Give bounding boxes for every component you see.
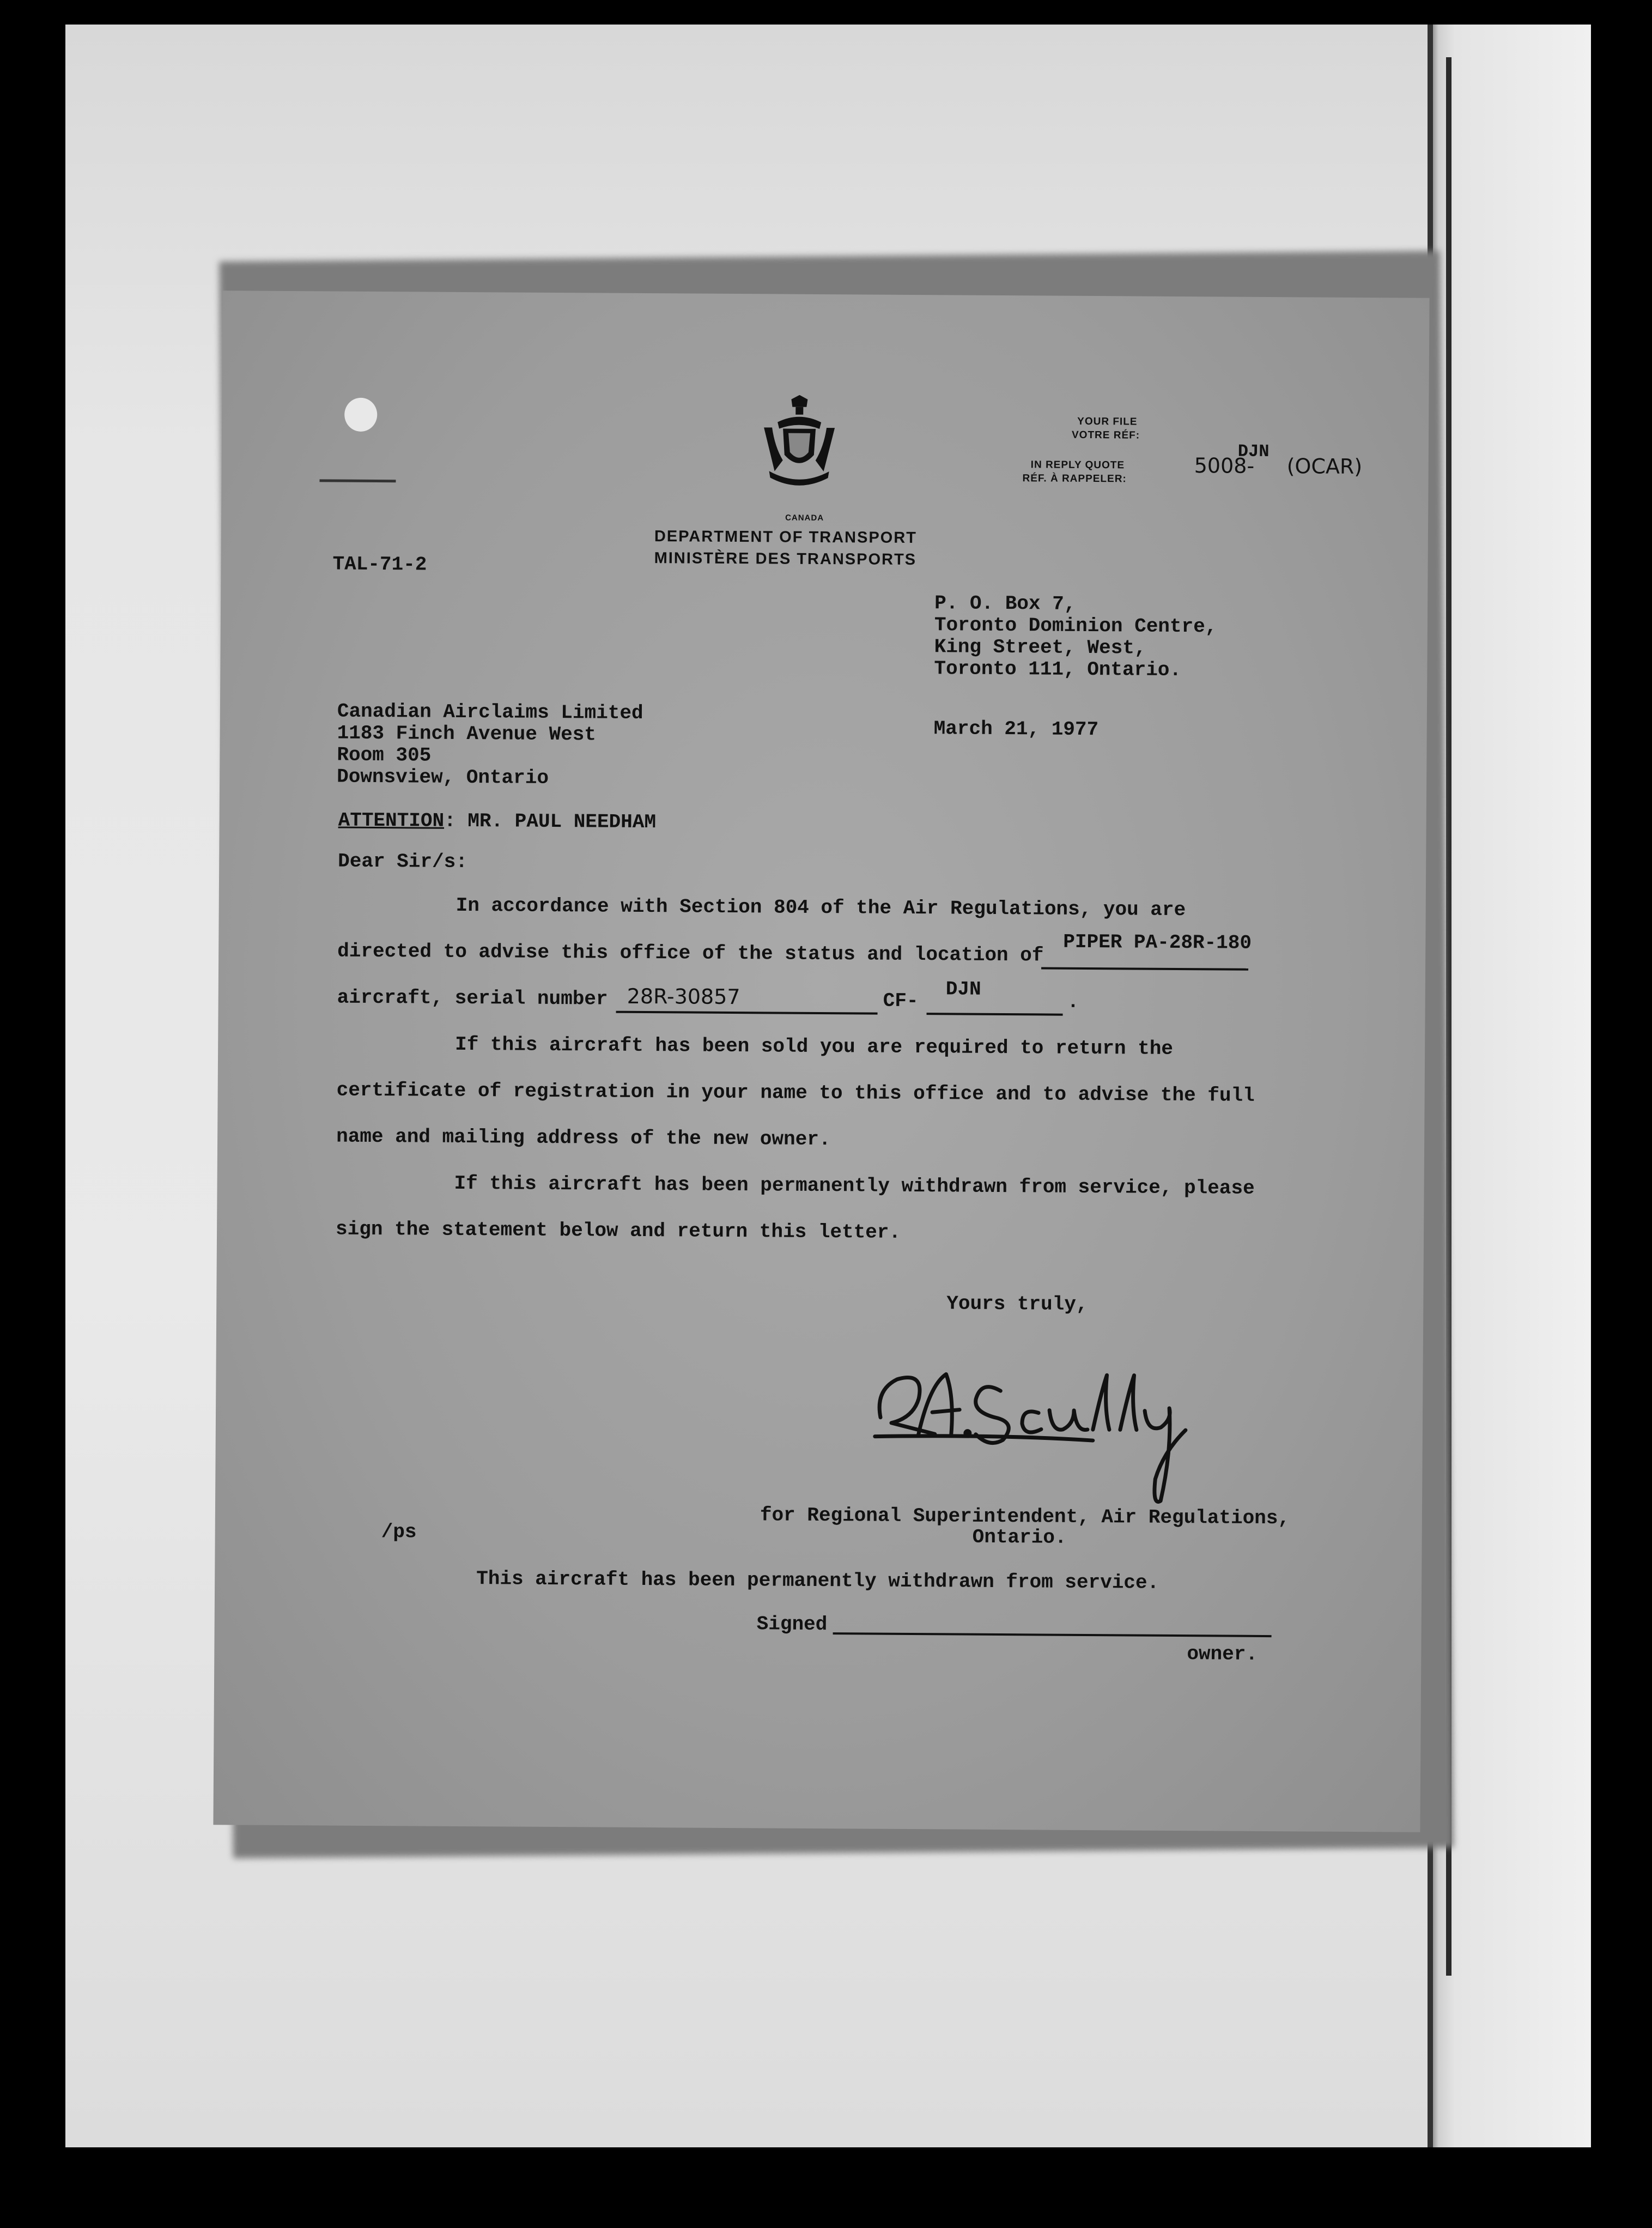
department-name-en: DEPARTMENT OF TRANSPORT	[654, 528, 918, 547]
body-paragraph-1-line-1: In accordance with Section 804 of the Air Regulations, you are	[455, 894, 1186, 922]
salutation: Dear Sir/s:	[338, 850, 467, 874]
body-paragraph-1-line-2: directed to advise this office of the status and location of	[337, 940, 1044, 967]
signed-label: Signed	[756, 1613, 828, 1636]
registration-value: DJN	[945, 978, 981, 1001]
aircraft-type-value: PIPER PA-28R-180	[1063, 930, 1252, 954]
handwritten-signature	[864, 1341, 1202, 1517]
your-file-label-fr: VOTRE RÉF:	[1071, 429, 1140, 441]
typist-initials: /ps	[381, 1521, 417, 1543]
owner-signature-line	[833, 1632, 1272, 1637]
attention-label: ATTENTION	[338, 809, 445, 832]
aircraft-type-line	[1041, 967, 1248, 970]
body-paragraph-3-line-1: If this aircraft has been permanently withdrawn from service, please	[454, 1172, 1255, 1200]
letter-page	[213, 290, 1429, 1832]
canada-coat-of-arms-icon	[758, 395, 840, 510]
crest-caption: CANADA	[785, 513, 824, 523]
punch-hole	[344, 398, 377, 432]
recipient-address-line: Canadian Airclaims Limited	[337, 700, 643, 724]
body-paragraph-3-line-2: sign the statement below and return this letter.	[335, 1218, 901, 1244]
serial-number-value: 28R-30857	[627, 984, 740, 1009]
reply-quote-label-fr: RÉF. À RAPPELER:	[1022, 473, 1127, 485]
body-paragraph-2-line-2: certificate of registration in your name to this office and to advise the full	[336, 1079, 1255, 1107]
body-paragraph-2-line-1: If this aircraft has been sold you are required to return the	[455, 1033, 1174, 1060]
reply-suffix: DJN	[1237, 441, 1270, 462]
cf-label: CF-	[883, 989, 919, 1013]
your-file-label-en: YOUR FILE	[1077, 415, 1138, 428]
recipient-address-line: Downsview, Ontario	[337, 765, 549, 789]
sentence-end: .	[1067, 990, 1079, 1013]
reply-number: 5008-	[1194, 453, 1255, 478]
body-paragraph-2-line-3: name and mailing address of the new owner.	[336, 1125, 831, 1151]
body-paragraph-1-line-3: aircraft, serial number	[337, 986, 608, 1010]
withdrawal-statement: This aircraft has been permanently withdrawn from service.	[476, 1567, 1159, 1594]
serial-number-line	[616, 1011, 878, 1015]
sender-address-line: P. O. Box 7,	[934, 592, 1076, 615]
attention-line	[338, 809, 657, 834]
sender-address-line: Toronto 111, Ontario.	[934, 657, 1182, 682]
strike-mark	[319, 479, 396, 482]
reply-quote-label-en: IN REPLY QUOTE	[1030, 459, 1125, 471]
letter-date: March 21, 1977	[933, 717, 1099, 741]
signatory-line-1: for Regional Superintendent, Air Regulations,	[760, 1504, 1290, 1530]
registration-line	[927, 1013, 1063, 1016]
closing: Yours truly,	[946, 1292, 1088, 1316]
signatory-line-2: Ontario.	[972, 1525, 1067, 1549]
attention-name: : MR. PAUL NEEDHAM	[444, 809, 657, 834]
file-code: TAL-71-2	[332, 553, 427, 576]
sender-address-line: King Street, West,	[934, 635, 1146, 659]
department-name-fr: MINISTÈRE DES TRANSPORTS	[654, 549, 917, 569]
reply-code: (OCAR)	[1286, 454, 1363, 479]
recipient-address-line: 1183 Finch Avenue West	[337, 722, 597, 746]
owner-label: owner.	[1187, 1643, 1258, 1666]
recipient-address-line: Room 305	[337, 743, 432, 767]
sender-address-line: Toronto Dominion Centre,	[934, 614, 1217, 638]
